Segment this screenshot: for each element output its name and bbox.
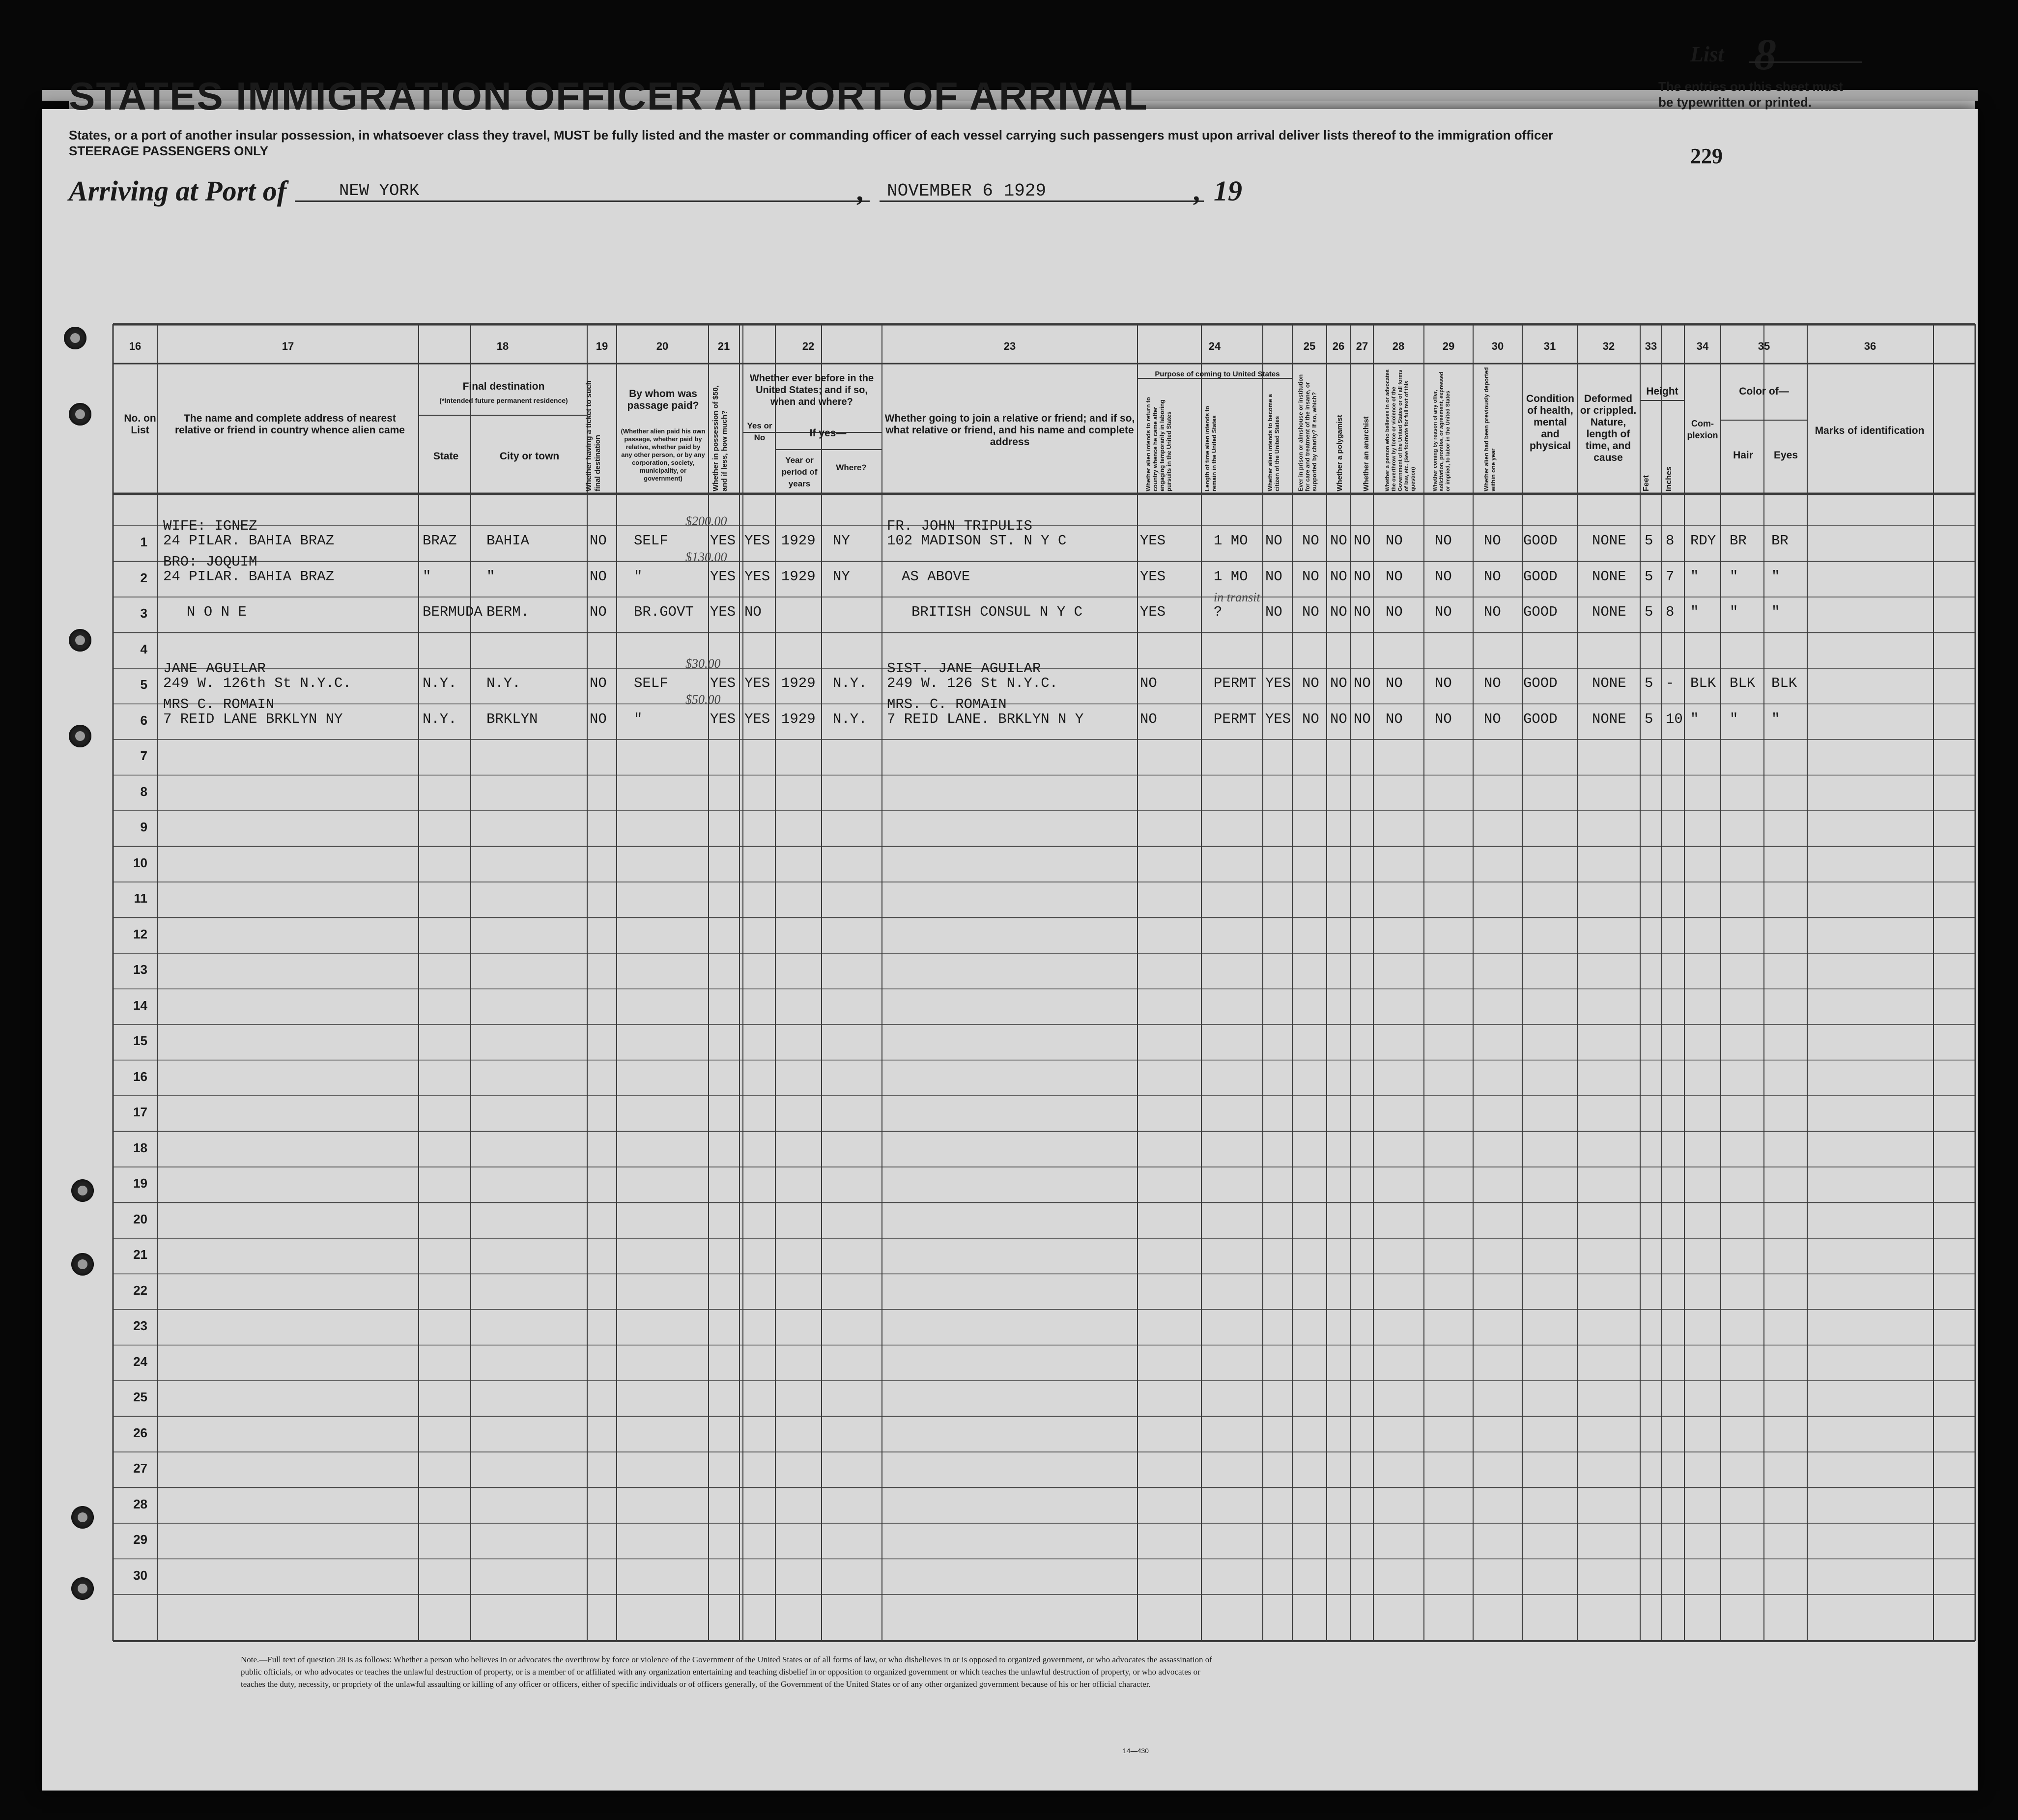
cell-where: NY xyxy=(833,533,850,549)
cell-inch: 8 xyxy=(1666,604,1675,620)
cell-c25: NO xyxy=(1302,675,1319,691)
cell-ticket: NO xyxy=(590,568,607,585)
relative-address: 24 PILAR. BAHIA BRAZ xyxy=(163,568,335,585)
cell-money: YES xyxy=(710,604,736,620)
row-number: 12 xyxy=(133,926,147,941)
header-18-note: (*Intended future permanent residence) xyxy=(439,397,568,404)
header-17: The name and complete address of nearest relative or friend in country whence alien came xyxy=(175,413,405,436)
column-number: 31 xyxy=(1543,340,1556,352)
column-number: 22 xyxy=(802,340,815,352)
row-number: 26 xyxy=(133,1425,147,1440)
cell-c29: NO xyxy=(1435,711,1452,727)
cell-ret: NO xyxy=(1140,711,1157,727)
cell-cx: BLK xyxy=(1690,675,1716,691)
join-name: MRS. C. ROMAIN xyxy=(887,696,1007,712)
cell-c25: NO xyxy=(1302,604,1319,620)
cell-c26: NO xyxy=(1330,568,1347,585)
cell-len: 1 MO xyxy=(1214,568,1248,585)
cell-hair: BR xyxy=(1730,533,1747,549)
header-22-where: Where? xyxy=(836,463,867,472)
column-number: 19 xyxy=(596,340,608,352)
cell-before: YES xyxy=(744,675,770,691)
header-28: Whether a person who believes in or advocates the overthrow by force or violence of the Government of the United States or of all forms of law, etc. (See footnote for full text of this question) xyxy=(1385,369,1416,491)
row-number: 29 xyxy=(133,1532,147,1547)
row-number: 16 xyxy=(133,1069,147,1084)
sheet-number: 229 xyxy=(1690,144,1723,168)
cell-c25: NO xyxy=(1302,568,1319,585)
cell-c27: NO xyxy=(1354,533,1371,549)
cell-len: PERMT xyxy=(1214,711,1257,727)
header-34: Com-plexion xyxy=(1687,419,1718,440)
cell-hair: " xyxy=(1730,568,1738,585)
cell-deform: NONE xyxy=(1592,604,1626,620)
cell-health: GOOD xyxy=(1523,533,1558,549)
binder-hole xyxy=(69,403,91,426)
cell-paid: BR.GOVT xyxy=(634,604,694,620)
binder-hole xyxy=(69,725,91,747)
cell-cit: NO xyxy=(1265,568,1282,585)
cell-c29: NO xyxy=(1435,675,1452,691)
cell-state: N.Y. xyxy=(423,711,457,727)
cell-c26: NO xyxy=(1330,675,1347,691)
row-number: 25 xyxy=(133,1390,147,1404)
year-suffix: 19 xyxy=(1214,175,1242,207)
relative-name: BRO: JOQUIM xyxy=(163,553,257,570)
cell-len: 1 MO xyxy=(1214,533,1248,549)
cell-c27: NO xyxy=(1354,675,1371,691)
binder-hole xyxy=(71,1179,94,1202)
date-value: NOVEMBER 6 1929 xyxy=(887,181,1047,201)
header-18-group: Final destination xyxy=(462,381,545,392)
cell-health: GOOD xyxy=(1523,604,1558,620)
column-number: 26 xyxy=(1332,340,1345,352)
join-address: 7 REID LANE. BRKLYN N Y xyxy=(887,711,1084,727)
cell-c28: NO xyxy=(1386,568,1403,585)
column-number: 35 xyxy=(1758,340,1770,352)
cell-health: GOOD xyxy=(1523,675,1558,691)
column-number: 33 xyxy=(1645,340,1657,352)
cell-c27: NO xyxy=(1354,568,1371,585)
list-number: 8 xyxy=(1754,30,1776,79)
cell-c26: NO xyxy=(1330,711,1347,727)
column-number: 24 xyxy=(1208,340,1221,352)
header-33-group: Height xyxy=(1646,386,1678,397)
cell-c29: NO xyxy=(1435,568,1452,585)
join-address: 249 W. 126 St N.Y.C. xyxy=(887,675,1058,691)
cell-c27: NO xyxy=(1354,604,1371,620)
money-amount-note: $130.00 xyxy=(685,549,727,564)
join-name: AS ABOVE xyxy=(902,568,970,585)
header-25: Ever in prison or almshouse or institution for care and treatment of the insane, or supported by charity? If so, which? xyxy=(1297,374,1318,491)
header-20-title: By whom was passage paid? xyxy=(627,388,699,411)
cell-cx: " xyxy=(1690,711,1699,727)
entries-note-line-2: be typewritten or printed. xyxy=(1658,95,1812,110)
port-underline xyxy=(295,200,870,202)
cell-eyes: BR xyxy=(1771,533,1789,549)
row-number: 28 xyxy=(133,1496,147,1511)
header-32: Deformed or crippled. Nature, length of time, and cause xyxy=(1580,393,1637,463)
cell-where: N.Y. xyxy=(833,675,867,691)
header-35-group: Color of— xyxy=(1739,386,1789,397)
cell-inch: 7 xyxy=(1666,568,1675,585)
cell-feet: 5 xyxy=(1645,568,1653,585)
cell-c25: NO xyxy=(1302,711,1319,727)
cell-hair: " xyxy=(1730,604,1738,620)
row-number: 11 xyxy=(134,891,147,906)
cell-ticket: NO xyxy=(590,711,607,727)
column-number: 20 xyxy=(656,340,669,352)
cell-ret: YES xyxy=(1140,533,1166,549)
join-address: 102 MADISON ST. N Y C xyxy=(887,533,1067,549)
row-number: 19 xyxy=(133,1176,147,1191)
row-number: 8 xyxy=(140,784,147,799)
row-number: 3 xyxy=(140,606,147,621)
cell-where: N.Y. xyxy=(833,711,867,727)
cell-year: 1929 xyxy=(781,675,816,691)
row-number: 30 xyxy=(133,1567,147,1583)
cell-where: NY xyxy=(833,568,850,585)
header-21: Whether in possession of $50, and if less, how much? xyxy=(711,385,729,491)
cell-cx: " xyxy=(1690,568,1699,585)
money-amount-note: $200.00 xyxy=(685,514,727,528)
cell-c25: NO xyxy=(1302,533,1319,549)
row-number: 17 xyxy=(133,1105,147,1119)
money-amount-note: $50.00 xyxy=(685,692,721,707)
cell-before: YES xyxy=(744,711,770,727)
row-number: 20 xyxy=(133,1211,147,1226)
binder-hole xyxy=(71,1253,94,1276)
header-24-c: Whether alien intends to become a citizen of the United States xyxy=(1267,394,1280,491)
form-title: STATES IMMIGRATION OFFICER AT PORT OF ARRIVAL xyxy=(69,74,1148,118)
column-number: 32 xyxy=(1602,340,1615,352)
cell-paid: " xyxy=(634,568,643,585)
relative-address: 7 REID LANE BRKLYN NY xyxy=(163,711,343,727)
entries-note xyxy=(1658,79,1843,110)
cell-state: " xyxy=(423,568,431,585)
cell-inch: - xyxy=(1666,675,1675,691)
row-number: 13 xyxy=(133,962,147,977)
column-number: 25 xyxy=(1303,340,1316,352)
cell-cit: YES xyxy=(1265,675,1291,691)
cell-ret: YES xyxy=(1140,568,1166,585)
row-number: 21 xyxy=(133,1247,147,1262)
cell-eyes: BLK xyxy=(1771,675,1797,691)
relative-name: JANE AGUILAR xyxy=(163,660,266,677)
cell-eyes: " xyxy=(1771,604,1780,620)
header-18-city: City or town xyxy=(499,451,560,462)
cell-state: BRAZ xyxy=(423,533,457,549)
cell-deform: NONE xyxy=(1592,533,1626,549)
cell-money: YES xyxy=(710,568,736,585)
list-label: List xyxy=(1690,42,1724,66)
row-number: 24 xyxy=(133,1354,147,1369)
cell-c28: NO xyxy=(1386,675,1403,691)
cell-c28: NO xyxy=(1386,711,1403,727)
cell-len: ? xyxy=(1214,604,1222,620)
column-number: 34 xyxy=(1696,340,1709,352)
cell-c30: NO xyxy=(1484,533,1501,549)
port-value: NEW YORK xyxy=(339,182,420,200)
cell-money: YES xyxy=(710,675,736,691)
cell-before: YES xyxy=(744,533,770,549)
cell-c30: NO xyxy=(1484,568,1501,585)
join-name: FR. JOHN TRIPULIS xyxy=(887,518,1032,534)
header-22-year: Year or period of years xyxy=(781,455,818,488)
header-31: Condition of health, mental and physical xyxy=(1526,393,1574,452)
relative-address: 24 PILAR. BAHIA BRAZ xyxy=(163,533,335,549)
cell-city: BAHIA xyxy=(486,533,530,549)
binder-hole xyxy=(71,1577,94,1600)
header-35-hair: Hair xyxy=(1733,450,1753,461)
row-number: 18 xyxy=(133,1140,147,1155)
cell-year: 1929 xyxy=(781,568,816,585)
relative-name: MRS C. ROMAIN xyxy=(163,696,275,712)
list-underline xyxy=(1749,61,1862,63)
row-number: 6 xyxy=(140,712,147,728)
binder-hole xyxy=(69,629,91,652)
cell-feet: 5 xyxy=(1645,604,1653,620)
cell-c29: NO xyxy=(1435,533,1452,549)
header-19: Whether having a ticket to such final destination xyxy=(585,380,602,491)
cell-hair: " xyxy=(1730,711,1738,727)
form-number: 14—430 xyxy=(1123,1747,1149,1755)
cell-city: BRKLYN xyxy=(486,711,538,727)
header-22-yesno: Yes or No xyxy=(747,421,772,442)
join-name: SIST. JANE AGUILAR xyxy=(887,660,1041,677)
cell-c27: NO xyxy=(1354,711,1371,727)
header-26: Whether a polygamist xyxy=(1336,415,1344,491)
cell-ticket: NO xyxy=(590,675,607,691)
length-note: in transit xyxy=(1214,590,1260,604)
comma-1: , xyxy=(857,175,865,207)
column-number: 21 xyxy=(717,340,730,352)
row-number: 4 xyxy=(140,641,147,656)
cell-c30: NO xyxy=(1484,604,1501,620)
column-number: 29 xyxy=(1442,340,1455,352)
cell-deform: NONE xyxy=(1592,568,1626,585)
cell-money: YES xyxy=(710,711,736,727)
cell-paid: " xyxy=(634,711,643,727)
row-number: 27 xyxy=(133,1461,147,1476)
cell-cit: NO xyxy=(1265,604,1282,620)
cell-len: PERMT xyxy=(1214,675,1257,691)
cell-state: N.Y. xyxy=(423,675,457,691)
row-number: 2 xyxy=(140,570,147,585)
binder-hole xyxy=(64,327,86,349)
column-number: 36 xyxy=(1864,340,1876,352)
header-33-feet: Feet xyxy=(1642,475,1650,491)
cell-deform: NONE xyxy=(1592,711,1626,727)
column-number: 18 xyxy=(496,340,509,352)
relative-address: 249 W. 126th St N.Y.C. xyxy=(163,675,351,691)
column-number: 28 xyxy=(1392,340,1405,352)
column-number: 23 xyxy=(1003,340,1016,352)
header-23: Whether going to join a relative or friend; and if so, what relative or friend, and his name and complete address xyxy=(884,413,1135,448)
steerage-label: STEERAGE PASSENGERS ONLY xyxy=(69,143,268,158)
cell-inch: 10 xyxy=(1666,711,1683,727)
cell-city: BERM. xyxy=(486,604,530,620)
cell-eyes: " xyxy=(1771,568,1780,585)
cell-paid: SELF xyxy=(634,533,668,549)
cell-state: BERMUDA xyxy=(423,604,483,620)
comma-2: , xyxy=(1194,175,1201,207)
header-36: Marks of identification xyxy=(1815,425,1925,436)
join-name: BRITISH CONSUL N Y C xyxy=(911,604,1083,620)
cell-before: NO xyxy=(744,604,762,620)
cell-c28: NO xyxy=(1386,533,1403,549)
cell-c30: NO xyxy=(1484,711,1501,727)
header-29: Whether coming by reason of any offer, solicitation, promise, or agreement, expressed or implied, to labor in the United States xyxy=(1432,371,1451,491)
cell-health: GOOD xyxy=(1523,711,1558,727)
cell-year: 1929 xyxy=(781,711,816,727)
cell-cx: RDY xyxy=(1690,533,1716,549)
row-number: 1 xyxy=(140,535,147,549)
cell-c26: NO xyxy=(1330,533,1347,549)
header-30: Whether alien had been previously deported within one year xyxy=(1483,367,1497,491)
relative-name: N O N E xyxy=(187,604,247,620)
cell-inch: 8 xyxy=(1666,533,1675,549)
cell-money: YES xyxy=(710,533,736,549)
header-24-b: Length of time alien intends to remain in the United States xyxy=(1204,406,1218,491)
row-number: 22 xyxy=(133,1282,147,1298)
row-number: 5 xyxy=(140,677,147,692)
cell-year: 1929 xyxy=(781,533,816,549)
row-number: 7 xyxy=(140,748,147,763)
cell-cit: YES xyxy=(1265,711,1291,727)
cell-city: N.Y. xyxy=(486,675,521,691)
footnote: Note.—Full text of question 28 is as follows: Whether a person who believes in or advocates the overthrow by force or violence of the Government of the United States or of all forms of law, or who disbelieves in or is opposed to organized government, or who advocates the assassination of public officials, or who advocates or teaches the unlawful destruction of property, or is a member of or affiliated with any organization entertaining and teaching disbelief in or opposition to organized government or which teaches the unlawful destruction of property, or who advocates or teaches the duty, necessity, or propriety of the unlawful assaulting or killing of any officer or officers, either of specific individuals or of officers generally, of the Government of the United States or of any other organized government because of his or her official character. xyxy=(241,1655,1212,1689)
header-20-note: (Whether alien paid his own passage, whether paid by relative, whether paid by any other person, or by any corporation, society, municipality, or government) xyxy=(621,427,706,482)
row-number: 23 xyxy=(133,1318,147,1333)
manifest-sheet xyxy=(42,109,1978,1791)
cell-cit: NO xyxy=(1265,533,1282,549)
money-amount-note: $30.00 xyxy=(685,656,721,671)
cell-deform: NONE xyxy=(1592,675,1626,691)
cell-hair: BLK xyxy=(1730,675,1756,691)
cell-city: " xyxy=(486,568,495,585)
header-33-inches: Inches xyxy=(1665,466,1673,491)
column-number: 30 xyxy=(1491,340,1504,352)
binder-hole xyxy=(71,1506,94,1529)
column-number: 17 xyxy=(282,340,294,352)
header-16: No. on List xyxy=(124,413,156,436)
cell-c28: NO xyxy=(1386,604,1403,620)
row-number: 14 xyxy=(133,997,147,1013)
cell-feet: 5 xyxy=(1645,675,1653,691)
row-number: 15 xyxy=(133,1033,147,1048)
cell-ret: YES xyxy=(1140,604,1166,620)
relative-name: WIFE: IGNEZ xyxy=(163,518,257,534)
column-number: 16 xyxy=(129,340,142,352)
column-number: 27 xyxy=(1356,340,1368,352)
cell-c26: NO xyxy=(1330,604,1347,620)
header-24-a: Whether alien intends to return to country whence he came after engaging temporarily in laboring pursuits in the United States xyxy=(1145,397,1172,491)
cell-ret: NO xyxy=(1140,675,1157,691)
arriving-label: Arriving at Port of xyxy=(69,175,287,207)
cell-health: GOOD xyxy=(1523,568,1558,585)
header-27: Whether an anarchist xyxy=(1362,416,1370,491)
header-22-group: Whether ever before in the United States; and if so, when and where? xyxy=(749,373,874,407)
cell-before: YES xyxy=(744,568,770,585)
header-35-eyes: Eyes xyxy=(1773,450,1798,461)
cell-eyes: " xyxy=(1771,711,1780,727)
row-number: 10 xyxy=(133,855,147,870)
form-intro: States, or a port of another insular possession, in whatsoever class they travel, MUST be fully listed and the master or commanding officer of each vessel carrying such passengers must upon arrival deliver lists thereof to the immigration officer xyxy=(69,128,1554,142)
entries-note-line-1: The entries on this sheet must xyxy=(1658,79,1843,94)
header-22-ifyes: If yes— xyxy=(809,427,847,439)
cell-feet: 5 xyxy=(1645,533,1653,549)
cell-cx: " xyxy=(1690,604,1699,620)
cell-paid: SELF xyxy=(634,675,668,691)
header-24-group: Purpose of coming to United States xyxy=(1155,370,1280,378)
cell-ticket: NO xyxy=(590,533,607,549)
cell-c30: NO xyxy=(1484,675,1501,691)
row-number: 9 xyxy=(140,820,147,834)
cell-ticket: NO xyxy=(590,604,607,620)
header-18-state: State xyxy=(433,451,459,462)
cell-c29: NO xyxy=(1435,604,1452,620)
cell-feet: 5 xyxy=(1645,711,1653,727)
